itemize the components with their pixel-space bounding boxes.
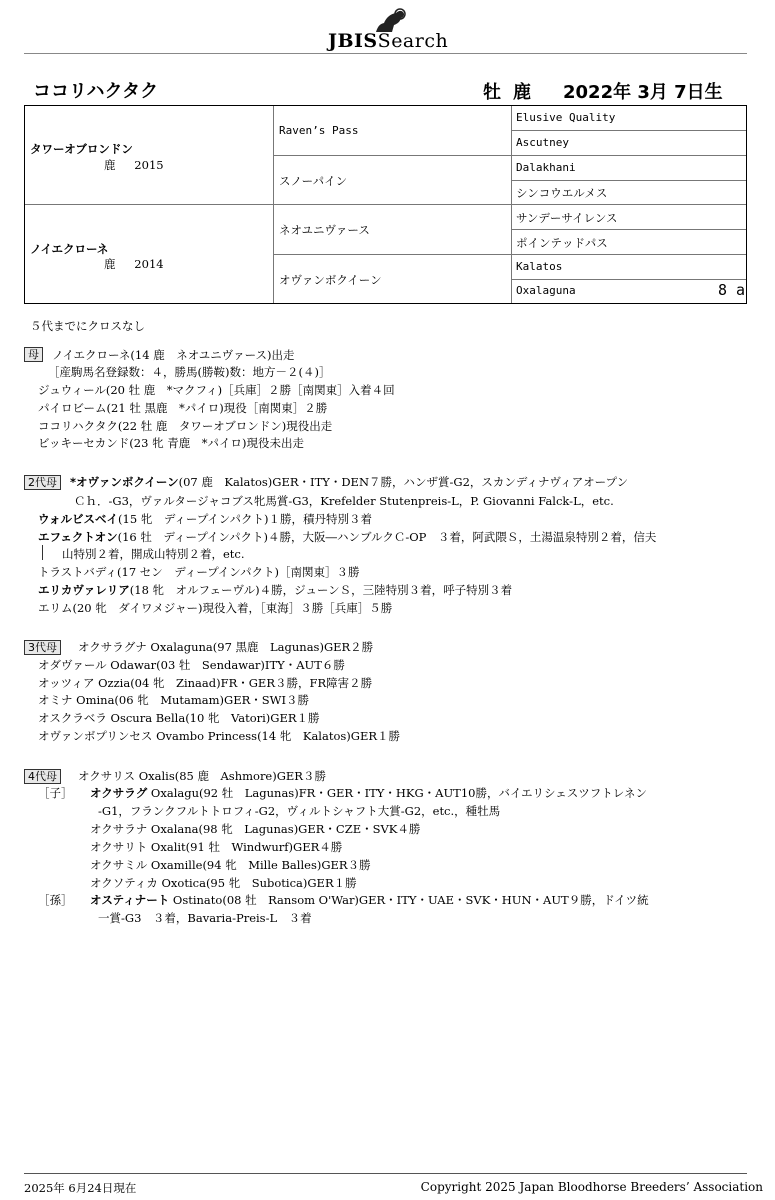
gen3-row: オダヴァール Odawar(03 牡 Sendawar)ITY・AUT６勝 bbox=[38, 658, 345, 672]
dam-offspring-row: パイロビーム(21 牡 黒鹿 *パイロ)現役［南関東］２勝 bbox=[38, 401, 328, 415]
gen2-row-record: (18 牝 オルフェーヴル)４勝，ジューンＳ，三陸特別３着，呼子特別３着 bbox=[129, 583, 513, 597]
continuation-bar bbox=[42, 545, 43, 560]
dam-section-tag: 母 bbox=[24, 347, 43, 362]
gen3-name: Elusive Quality bbox=[516, 111, 616, 124]
gen2-row-record: (15 牝 ディープインパクト)１勝，積丹特別３着 bbox=[118, 512, 372, 526]
pedigree-sire-cell bbox=[25, 106, 274, 205]
gen4-grandchild-record: Ostinato(08 牡 Ransom O'War)GER・ITY・UAE・SVK・HUN・AUT９勝，ドイツ統 bbox=[169, 893, 649, 907]
logo-underline bbox=[24, 53, 747, 54]
inbreeding-note: ５代までにクロスなし bbox=[30, 319, 145, 333]
pedigree-gen2-cell bbox=[274, 255, 512, 303]
family-number: 8 a bbox=[718, 281, 746, 299]
horse-birthdate: 2022年 3月 7日生 bbox=[563, 82, 723, 103]
gen3-name: Kalatos bbox=[516, 260, 563, 273]
dam-produce-summary: ［産駒馬名登録数：４，勝馬(勝鞍)数：地方－２(４)］ bbox=[48, 365, 331, 379]
gen2-name: オヴァンボクイーン bbox=[279, 273, 382, 287]
pedigree-gen3-cell bbox=[512, 156, 746, 181]
gen2-row-name: ウォルビスベイ bbox=[38, 512, 119, 526]
gen2-row-continued: 山特別２着，開成山特別２着，etc. bbox=[62, 547, 245, 561]
footer-date: 2025年 6月24日現在 bbox=[24, 1181, 137, 1195]
gen4-grandchild-tag: ［孫］ bbox=[38, 893, 73, 907]
dam-offspring-row: ジュウィール(20 牡 鹿 *マクフィ)［兵庫］２勝［南関東］入着４回 bbox=[38, 383, 395, 397]
gen2-row-record: (20 牝 ダイワメジャー)現役入着，［東海］３勝［兵庫］５勝 bbox=[72, 601, 393, 615]
gen4-grandchild-continued: 一賞-G3 ３着，Bavaria-Preis-L ３着 bbox=[98, 911, 312, 925]
gen3-row: オスクラベラ Oscura Bella(10 牝 Vatori)GER１勝 bbox=[38, 711, 320, 725]
gen2-head-line bbox=[70, 474, 628, 490]
pedigree-gen3-cell bbox=[512, 255, 746, 280]
pedigree-gen3-cell bbox=[512, 205, 746, 230]
pedigree-gen3-cell bbox=[512, 181, 746, 205]
sire-color-year: 鹿 2015 bbox=[104, 158, 164, 172]
dam-color-year: 鹿 2014 bbox=[104, 257, 164, 271]
gen2-row bbox=[38, 600, 392, 616]
gen4-child-row: オクソティカ Oxotica(95 牝 Subotica)GER１勝 bbox=[90, 876, 357, 890]
dam-name: ノイエクローネ bbox=[30, 242, 109, 256]
gen2-name: ネオユニヴァース bbox=[279, 223, 370, 237]
gen3-name: Ascutney bbox=[516, 136, 569, 149]
gen3-name: シンコウエルメス bbox=[516, 186, 608, 200]
gen3-row: オヴァンボプリンセス Ovambo Princess(14 牝 Kalatos)GER１勝 bbox=[38, 729, 401, 743]
jbis-search-logo bbox=[328, 8, 463, 54]
logo-jbis: JBIS bbox=[328, 30, 378, 52]
gen4-child-head-name: オクサラグ bbox=[90, 786, 148, 800]
gen3-head-line: オクサラグナ Oxalaguna(97 黒鹿 Lagunas)GER２勝 bbox=[78, 640, 374, 654]
gen2-head-record: (07 鹿 Kalatos)GER・ITY・DEN７勝，ハンザ賞-G2，スカンディナヴィアオープン bbox=[178, 475, 629, 489]
pedigree-gen3-cell bbox=[512, 131, 746, 156]
gen4-child-row: オクサラナ Oxalana(98 牝 Lagunas)GER・CZE・SVK４勝 bbox=[90, 822, 421, 836]
pedigree-gen2-cell bbox=[274, 156, 512, 205]
gen4-child-head bbox=[90, 785, 647, 801]
gen2-row-name: エリム bbox=[38, 601, 73, 615]
gen2-row bbox=[38, 511, 372, 527]
gen3-section-tag: 3代母 bbox=[24, 640, 61, 655]
gen2-section bbox=[24, 475, 61, 490]
gen4-section-tag: 4代母 bbox=[24, 769, 61, 784]
gen2-row-name: トラストバディ bbox=[38, 565, 118, 579]
pedigree-table bbox=[24, 105, 747, 304]
gen4-head-line: オクサリス Oxalis(85 鹿 Ashmore)GER３勝 bbox=[78, 769, 326, 783]
gen4-child-head-continued: -G1，フランクフルトトロフィ-G2，ヴィルトシャフト大賞-G2，etc.，種牡馬 bbox=[98, 804, 501, 818]
pedigree-gen3-cell bbox=[512, 106, 746, 131]
gen3-name: Oxalaguna bbox=[516, 284, 576, 297]
gen2-name: スノーパイン bbox=[279, 174, 348, 188]
gen2-row bbox=[38, 529, 656, 545]
pedigree-gen3-cell bbox=[512, 280, 746, 303]
gen4-section bbox=[24, 769, 61, 784]
logo-search: Search bbox=[377, 30, 449, 52]
gen4-child-row: オクサミル Oxamille(94 牝 Mille Balles)GER３勝 bbox=[90, 858, 371, 872]
dam-offspring-row: ビッキーセカンド(23 牝 青鹿 *パイロ)現役未出走 bbox=[38, 436, 304, 450]
pedigree-gen3-cell bbox=[512, 230, 746, 255]
gen3-name: ポインテッドパス bbox=[516, 236, 608, 250]
gen2-head-name: *オヴァンボクイーン bbox=[70, 475, 179, 489]
gen4-grandchild-head bbox=[90, 892, 649, 908]
horse-name: ココリハクタク bbox=[33, 81, 159, 102]
gen4-child-head-record: Oxalagu(92 牡 Lagunas)FR・GER・ITY・HKG・AUT10勝，バイエリシェスツフトレネン bbox=[147, 786, 647, 800]
sire-name: タワーオブロンドン bbox=[30, 142, 133, 156]
gen2-row-name: エフェクトオン bbox=[38, 530, 118, 544]
gen4-grandchild-name: オスティナート bbox=[90, 893, 170, 907]
gen3-row: オッツィア Ozzia(04 牝 Zinaad)FR・GER３勝，FR障害２勝 bbox=[38, 676, 373, 690]
pedigree-dam-cell bbox=[25, 205, 274, 303]
gen4-child-tag: ［子］ bbox=[38, 786, 73, 800]
gen3-section bbox=[24, 640, 61, 655]
gen2-row bbox=[38, 564, 359, 580]
footer-copyright: Copyright 2025 Japan Bloodhorse Breeders’ Association bbox=[420, 1180, 763, 1194]
gen2-row bbox=[38, 582, 512, 598]
dam-line: ノイエクローネ(14 鹿 ネオユニヴァース)出走 bbox=[52, 348, 295, 362]
pedigree-gen2-cell bbox=[274, 106, 512, 156]
footer-rule bbox=[24, 1173, 747, 1174]
gen3-row: オミナ Omina(06 牝 Mutamam)GER・SWI３勝 bbox=[38, 693, 309, 707]
dam-section bbox=[24, 347, 43, 362]
gen4-child-row: オクサリト Oxalit(91 牡 Windwurf)GER４勝 bbox=[90, 840, 343, 854]
gen3-name: Dalakhani bbox=[516, 161, 576, 174]
gen2-row-record: (16 牡 ディープインパクト)４勝，大阪―ハンブルクＣ-OP ３着，阿武隈Ｓ，土湯温泉特別２着，信夫 bbox=[117, 530, 657, 544]
pedigree-gen2-cell bbox=[274, 205, 512, 255]
horse-sex: 牡 bbox=[483, 82, 501, 103]
gen2-name: Raven’s Pass bbox=[279, 124, 359, 137]
gen3-name: サンデーサイレンス bbox=[516, 211, 618, 225]
dam-offspring-row: ココリハクタク(22 牡 鹿 タワーオブロンドン)現役出走 bbox=[38, 419, 333, 433]
gen2-section-tag: 2代母 bbox=[24, 475, 61, 490]
gen2-row-name: エリカヴァレリア bbox=[38, 583, 130, 597]
logo-text bbox=[328, 30, 448, 52]
gen2-row-record: (17 セン ディープインパクト)［南関東］３勝 bbox=[117, 565, 360, 579]
horse-color: 鹿 bbox=[513, 82, 531, 103]
gen2-head-continued: Ｃｈ．-G3，ヴァルタージャコブス牝馬賞-G3，Krefelder Stutenpreis-L，P. Giovanni Falck-L，etc. bbox=[74, 494, 614, 508]
